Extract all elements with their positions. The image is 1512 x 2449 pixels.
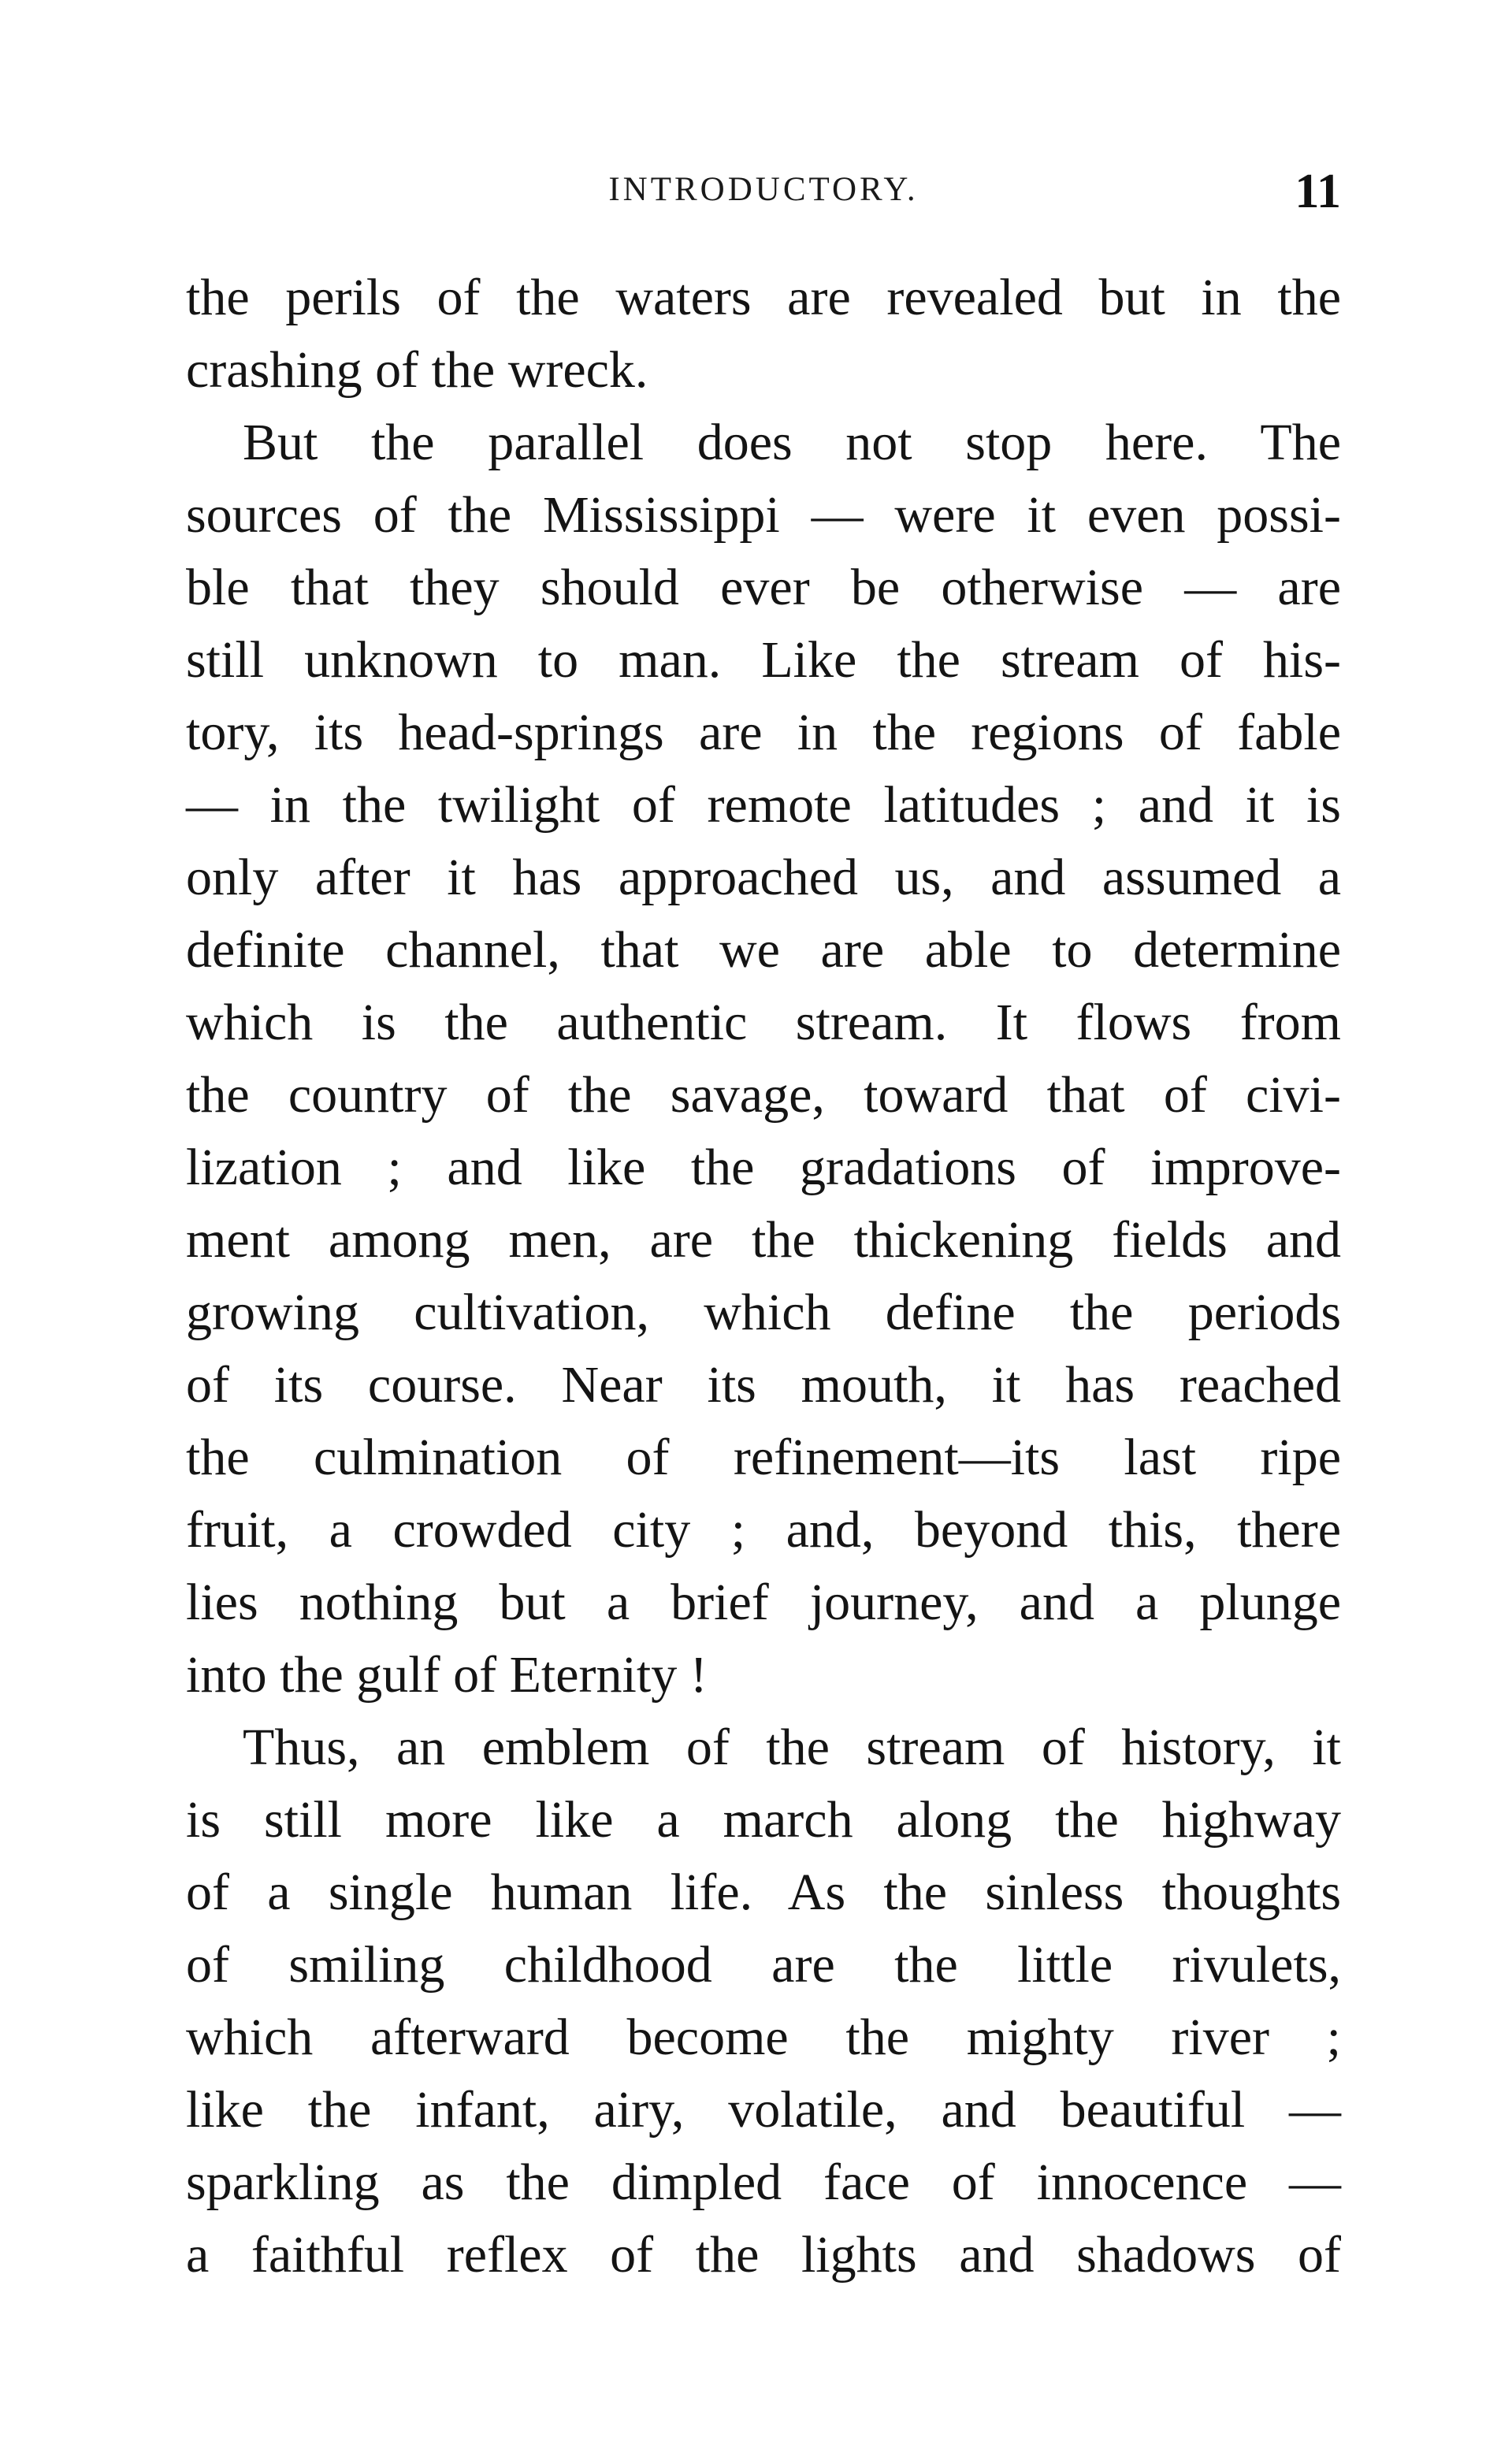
text-line: growing cultivation, which define the periods (186, 1284, 1341, 1341)
text-line: into the gulf of Eternity ! (186, 1646, 708, 1704)
text-line: — in the twilight of remote latitudes ; and it is (186, 776, 1341, 834)
text-line: the culmination of refinement—its last ripe (186, 1429, 1341, 1486)
text-line: ment among men, are the thickening fields and (186, 1211, 1341, 1269)
text-line: lies nothing but a brief journey, and a plunge (186, 1574, 1341, 1631)
body-text (186, 262, 1341, 2291)
text-line: is still more like a march along the highway (186, 1791, 1341, 1849)
text-line: a faithful reflex of the lights and shadows of (186, 2226, 1341, 2284)
text-line: of smiling childhood are the little rivulets, (186, 1936, 1341, 1994)
text-line: like the infant, airy, volatile, and beautiful — (186, 2081, 1341, 2139)
text-line: ble that they should ever be otherwise — are (186, 559, 1341, 616)
text-line: Thus, an emblem of the stream of history, it (243, 1719, 1341, 1776)
text-line: definite channel, that we are able to determine (186, 921, 1341, 979)
text-line: of a single human life. As the sinless thoughts (186, 1864, 1341, 1921)
text-line: lization ; and like the gradations of improve- (186, 1139, 1341, 1196)
text-line: which afterward become the mighty river ; (186, 2009, 1341, 2066)
text-line: tory, its head-springs are in the regions of fable (186, 704, 1341, 761)
page-number: 11 (1295, 165, 1341, 218)
running-head: INTRODUCTORY. (608, 171, 919, 208)
text-line: crashing of the wreck. (186, 341, 648, 399)
text-line: only after it has approached us, and assumed a (186, 849, 1341, 906)
page-header (186, 164, 1341, 219)
text-line: which is the authentic stream. It flows from (186, 994, 1341, 1051)
text-line: fruit, a crowded city ; and, beyond this, there (186, 1501, 1341, 1559)
text-line: the perils of the waters are revealed but in the (186, 269, 1341, 326)
text-line: But the parallel does not stop here. The (243, 414, 1341, 471)
text-line: the country of the savage, toward that of civi- (186, 1066, 1341, 1124)
text-line: of its course. Near its mouth, it has reached (186, 1356, 1341, 1414)
text-line: sources of the Mississippi — were it even possi- (186, 486, 1341, 544)
text-line: sparkling as the dimpled face of innocence — (186, 2154, 1341, 2211)
text-line: still unknown to man. Like the stream of his- (186, 631, 1341, 689)
